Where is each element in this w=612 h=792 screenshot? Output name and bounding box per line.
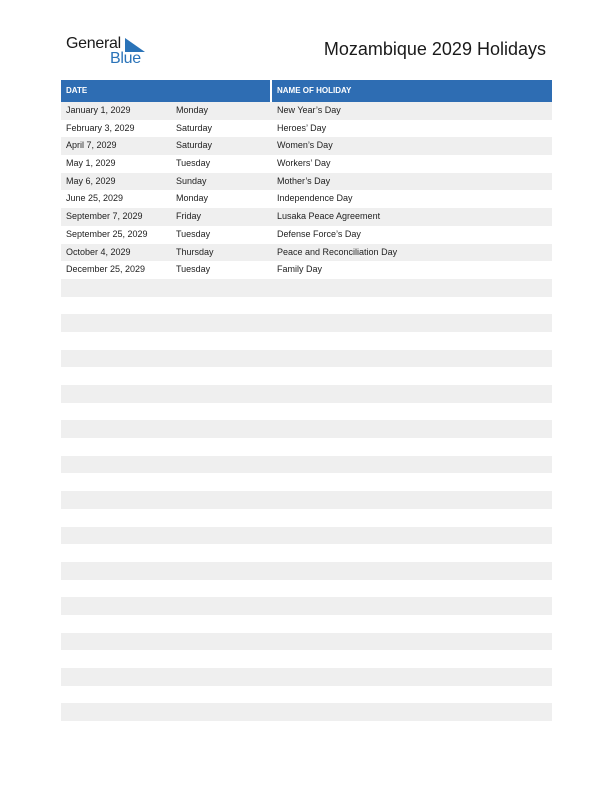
empty-table-row xyxy=(61,597,552,615)
holiday-weekday: Saturday xyxy=(176,122,213,133)
holiday-date: May 6, 2029 xyxy=(66,175,116,186)
empty-table-row xyxy=(61,527,552,545)
logo-blue-text: Blue xyxy=(110,50,141,67)
empty-table-row xyxy=(61,385,552,403)
empty-table-row xyxy=(61,420,552,438)
holiday-name: New Year’s Day xyxy=(277,105,341,115)
holiday-date: December 25, 2029 xyxy=(66,264,146,275)
holiday-name: Heroes’ Day xyxy=(277,122,327,133)
table-row xyxy=(61,244,552,262)
table-header xyxy=(61,80,552,102)
holiday-weekday: Tuesday xyxy=(176,264,211,275)
empty-table-row xyxy=(61,367,552,385)
empty-table-row xyxy=(61,580,552,598)
header-divider xyxy=(270,80,272,102)
holiday-date: September 25, 2029 xyxy=(66,228,148,239)
column-header-date: DATE xyxy=(66,86,88,95)
empty-table-row xyxy=(61,509,552,527)
holiday-weekday: Tuesday xyxy=(176,158,211,169)
empty-table-row xyxy=(61,314,552,332)
table-row xyxy=(61,208,552,226)
holiday-name: Workers’ Day xyxy=(277,158,331,169)
empty-table-row xyxy=(61,332,552,350)
empty-table-row xyxy=(61,438,552,456)
holiday-date: April 7, 2029 xyxy=(66,140,117,151)
empty-table-row xyxy=(61,350,552,368)
table-row xyxy=(61,155,552,173)
table-body xyxy=(61,102,552,721)
table-row xyxy=(61,137,552,155)
empty-table-row xyxy=(61,703,552,721)
holiday-date: May 1, 2029 xyxy=(66,158,116,169)
generalblue-logo xyxy=(66,34,156,68)
holiday-table xyxy=(61,80,552,721)
holiday-weekday: Monday xyxy=(176,193,209,204)
holiday-date: September 7, 2029 xyxy=(66,211,143,222)
holiday-date: January 1, 2029 xyxy=(66,105,131,115)
empty-table-row xyxy=(61,279,552,297)
table-row xyxy=(61,226,552,244)
table-row xyxy=(61,120,552,138)
empty-table-row xyxy=(61,633,552,651)
holiday-weekday: Sunday xyxy=(176,175,207,186)
empty-table-row xyxy=(61,668,552,686)
holiday-name: Defense Force’s Day xyxy=(277,228,361,239)
table-row xyxy=(61,102,552,120)
table-row xyxy=(61,261,552,279)
holiday-name: Family Day xyxy=(277,264,323,275)
holiday-name: Peace and Reconciliation Day xyxy=(277,246,398,257)
table-row xyxy=(61,190,552,208)
holiday-name: Lusaka Peace Agreement xyxy=(277,211,381,222)
holiday-date: February 3, 2029 xyxy=(66,122,135,133)
empty-table-row xyxy=(61,562,552,580)
logo-general-text: General xyxy=(66,35,121,52)
holiday-date: October 4, 2029 xyxy=(66,246,131,257)
empty-table-row xyxy=(61,473,552,491)
holiday-name: Independence Day xyxy=(277,193,353,204)
holiday-weekday: Monday xyxy=(176,105,209,115)
holiday-weekday: Tuesday xyxy=(176,228,211,239)
empty-table-row xyxy=(61,615,552,633)
empty-table-row xyxy=(61,403,552,421)
holiday-name: Mother’s Day xyxy=(277,175,331,186)
empty-table-row xyxy=(61,297,552,315)
holiday-weekday: Saturday xyxy=(176,140,213,151)
table-row xyxy=(61,173,552,191)
empty-table-row xyxy=(61,686,552,704)
column-header-name: NAME OF HOLIDAY xyxy=(277,86,352,95)
empty-table-row xyxy=(61,456,552,474)
holiday-weekday: Thursday xyxy=(176,246,214,257)
holiday-date: June 25, 2029 xyxy=(66,193,124,204)
holiday-name: Women’s Day xyxy=(277,140,333,151)
holiday-weekday: Friday xyxy=(176,211,202,222)
empty-table-row xyxy=(61,650,552,668)
empty-table-row xyxy=(61,544,552,562)
empty-table-row xyxy=(61,491,552,509)
page-title: Mozambique 2029 Holidays xyxy=(323,39,546,59)
